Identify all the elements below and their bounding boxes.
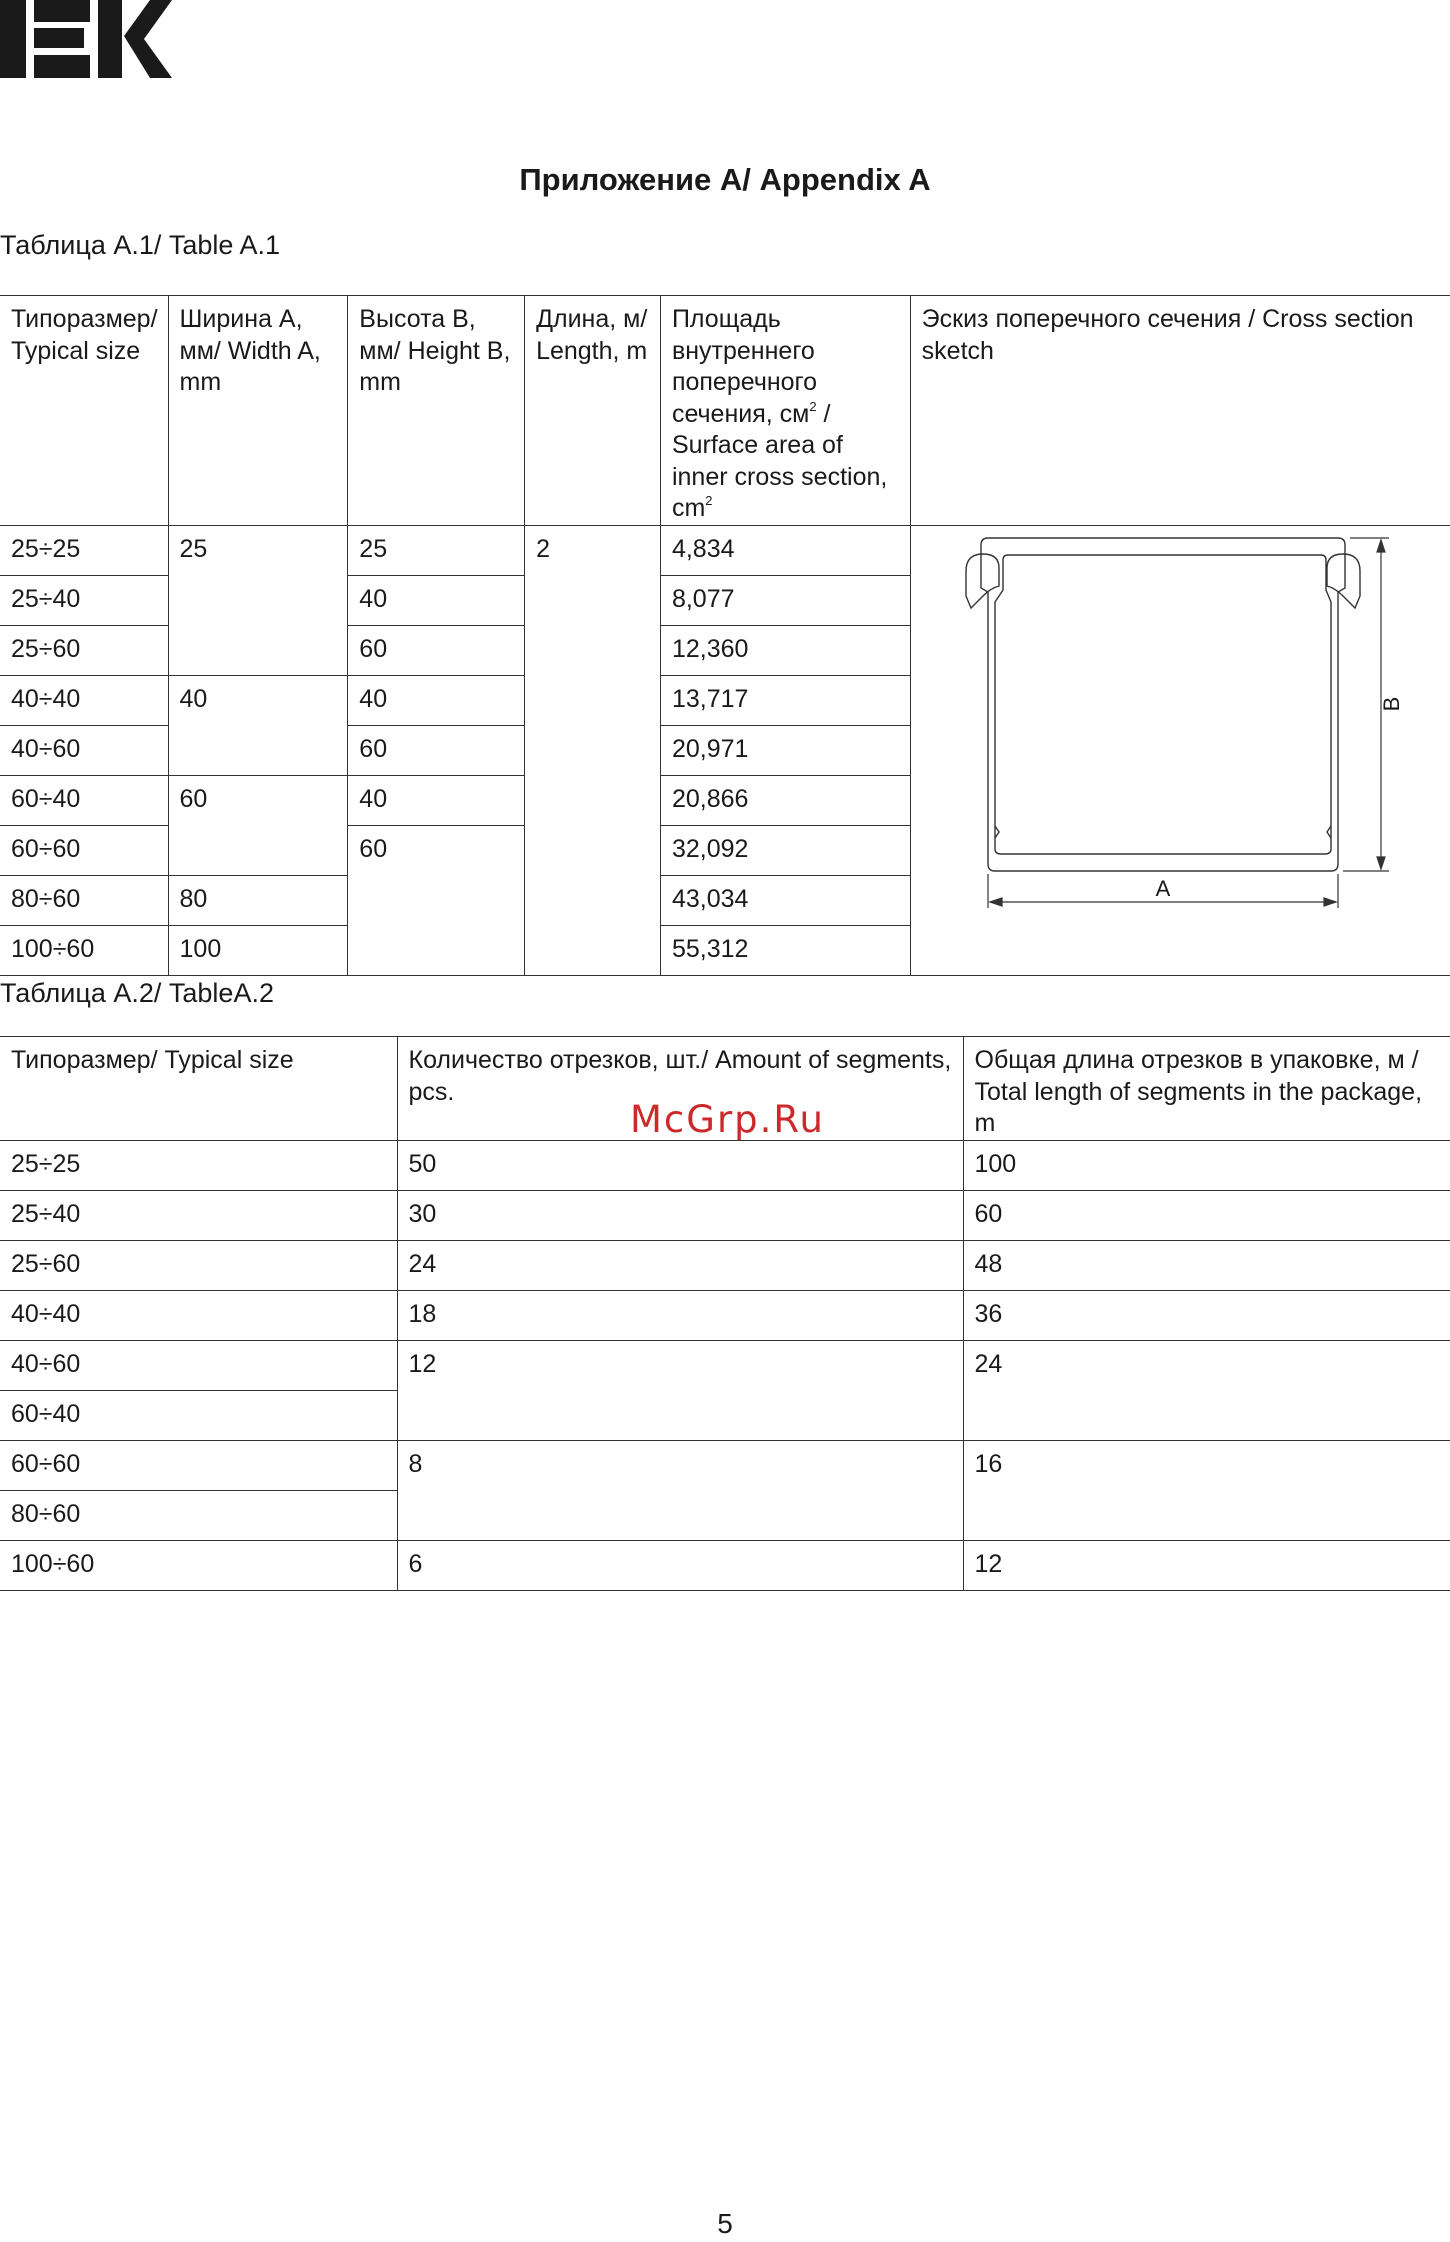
table-row bbox=[0, 1240, 1450, 1290]
table-row bbox=[0, 525, 1450, 575]
table-row bbox=[0, 1340, 1450, 1390]
sketch-label-b: B bbox=[1378, 696, 1404, 711]
table-header-row bbox=[0, 296, 1450, 526]
cell-size: 40÷40 bbox=[0, 1290, 397, 1340]
header-length: Длина, м/ Length, m bbox=[525, 296, 661, 526]
cell-amount: 18 bbox=[397, 1290, 963, 1340]
cell-size: 60÷40 bbox=[0, 1390, 397, 1440]
cell-width: 25 bbox=[168, 525, 348, 675]
table2-caption: Таблица А.2/ TableA.2 bbox=[0, 978, 274, 1008]
cell-size: 80÷60 bbox=[0, 875, 168, 925]
cell-height: 60 bbox=[348, 625, 525, 675]
cell-size: 25÷25 bbox=[0, 1140, 397, 1190]
cell-size: 40÷60 bbox=[0, 1340, 397, 1390]
cell-amount: 24 bbox=[397, 1240, 963, 1290]
cell-amount: 50 bbox=[397, 1140, 963, 1190]
cell-size: 40÷40 bbox=[0, 675, 168, 725]
cell-height: 25 bbox=[348, 525, 525, 575]
cell-total: 48 bbox=[963, 1240, 1450, 1290]
cell-area: 20,971 bbox=[660, 725, 910, 775]
cell-width: 100 bbox=[168, 925, 348, 975]
header-width: Ширина А, мм/ Width A, mm bbox=[168, 296, 348, 526]
cell-area: 13,717 bbox=[660, 675, 910, 725]
table1-caption: Таблица А.1/ Table A.1 bbox=[0, 230, 280, 260]
header-amount: Количество отрезков, шт./ Amount of segments, pcs. bbox=[397, 1037, 963, 1141]
cell-size: 100÷60 bbox=[0, 1540, 397, 1590]
cell-amount: 30 bbox=[397, 1190, 963, 1240]
cell-height: 40 bbox=[348, 675, 525, 725]
cell-amount: 6 bbox=[397, 1540, 963, 1590]
table-a1 bbox=[0, 295, 1450, 976]
cell-size: 60÷40 bbox=[0, 775, 168, 825]
watermark: McGrp.Ru bbox=[630, 1098, 825, 1141]
cross-section-sketch bbox=[911, 526, 1450, 976]
cell-size: 100÷60 bbox=[0, 925, 168, 975]
cell-total: 60 bbox=[963, 1190, 1450, 1240]
iek-logo bbox=[0, 0, 175, 80]
cell-height: 60 bbox=[348, 825, 525, 975]
cross-section-sketch-cell bbox=[910, 525, 1450, 975]
header-sketch: Эскиз поперечного сечения / Cross section sketch bbox=[910, 296, 1450, 526]
cell-size: 25÷25 bbox=[0, 525, 168, 575]
cell-area: 4,834 bbox=[660, 525, 910, 575]
cell-area: 12,360 bbox=[660, 625, 910, 675]
cell-amount: 8 bbox=[397, 1440, 963, 1540]
page-number: 5 bbox=[717, 2208, 733, 2239]
header-area: Площадь внутреннего поперечного сечения, $см^2$ / Surface area of inner cross section, $cm^2$ bbox=[660, 296, 910, 526]
cell-total: 16 bbox=[963, 1440, 1450, 1540]
header-height: Высота В, мм/ Height B, mm bbox=[348, 296, 525, 526]
cell-size: 60÷60 bbox=[0, 1440, 397, 1490]
cell-total: 24 bbox=[963, 1340, 1450, 1440]
cell-size: 25÷60 bbox=[0, 625, 168, 675]
cell-length: 2 bbox=[525, 525, 661, 975]
cell-total: 36 bbox=[963, 1290, 1450, 1340]
cell-height: 40 bbox=[348, 775, 525, 825]
cell-total: 12 bbox=[963, 1540, 1450, 1590]
cell-amount: 12 bbox=[397, 1340, 963, 1440]
table-row bbox=[0, 1140, 1450, 1190]
cell-area: 43,034 bbox=[660, 875, 910, 925]
cell-area: 20,866 bbox=[660, 775, 910, 825]
cell-area: 55,312 bbox=[660, 925, 910, 975]
cell-height: 40 bbox=[348, 575, 525, 625]
header-size: Типоразмер/ Typical size bbox=[0, 296, 168, 526]
cell-size: 25÷60 bbox=[0, 1240, 397, 1290]
table-row bbox=[0, 1290, 1450, 1340]
appendix-title: Приложение А/ Appendix A bbox=[519, 162, 931, 197]
cell-size: 60÷60 bbox=[0, 825, 168, 875]
cell-total: 100 bbox=[963, 1140, 1450, 1190]
cell-width: 60 bbox=[168, 775, 348, 875]
cell-area: 8,077 bbox=[660, 575, 910, 625]
table-row bbox=[0, 1540, 1450, 1590]
cell-size: 25÷40 bbox=[0, 575, 168, 625]
cell-size: 80÷60 bbox=[0, 1490, 397, 1540]
cell-size: 25÷40 bbox=[0, 1190, 397, 1240]
header-total-length: Общая длина отрезков в упаковке, м / Total length of segments in the package, m bbox=[963, 1037, 1450, 1141]
table-row bbox=[0, 1440, 1450, 1490]
sketch-label-a: A bbox=[1155, 875, 1171, 901]
cell-width: 80 bbox=[168, 875, 348, 925]
cell-height: 60 bbox=[348, 725, 525, 775]
table-row bbox=[0, 1190, 1450, 1240]
cell-area: 32,092 bbox=[660, 825, 910, 875]
cell-size: 40÷60 bbox=[0, 725, 168, 775]
header-size: Типоразмер/ Typical size bbox=[0, 1037, 397, 1141]
cell-width: 40 bbox=[168, 675, 348, 775]
